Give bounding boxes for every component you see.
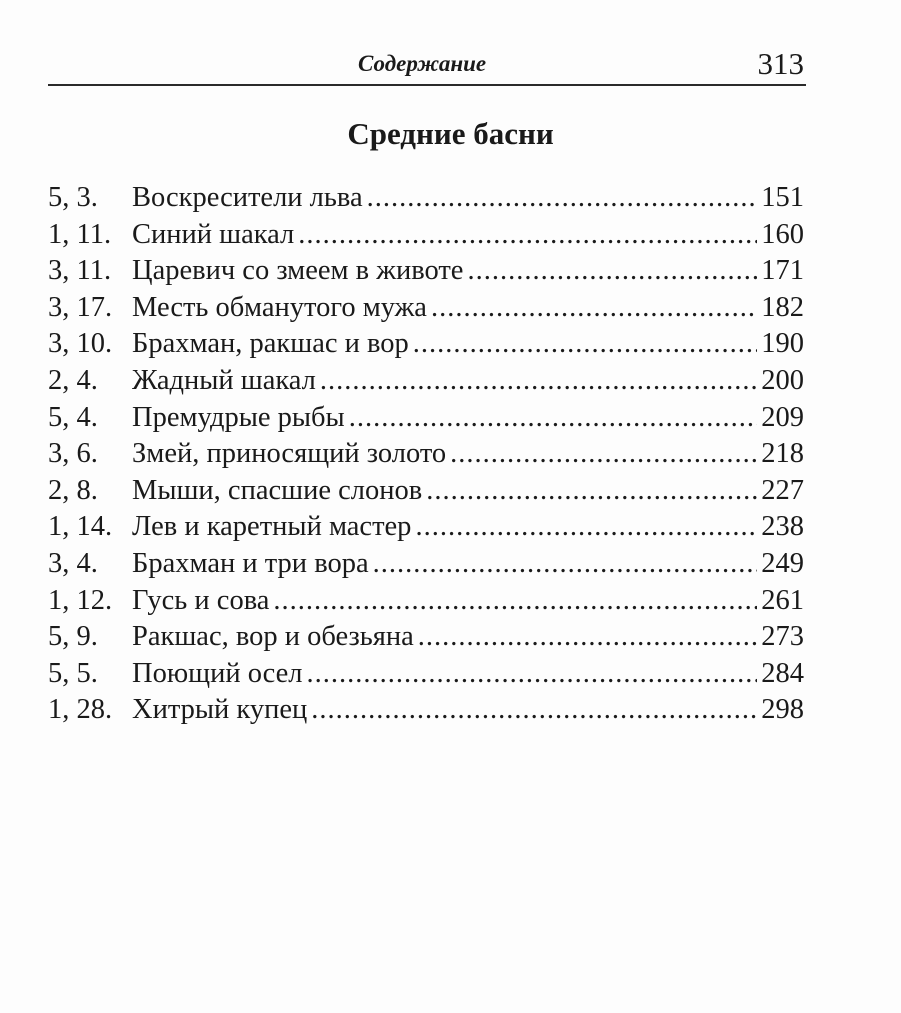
toc-entry-number: 5, 4. [48,401,98,433]
toc-entry [48,363,804,400]
toc-entry-title: Брахман и три вора [132,547,369,579]
toc-entry [48,180,804,217]
toc-entry [48,656,804,693]
toc-entry-page: 284 [761,657,804,689]
running-title: Содержание [358,51,487,76]
toc-entry-number: 1, 28. [48,694,113,726]
toc-entry-number: 3, 6. [48,438,98,470]
toc-entry [48,509,804,546]
toc-entry-title: Змей, приносящий золото [132,438,447,470]
toc-entry-page: 190 [761,328,804,360]
toc-dot-leader [450,436,757,472]
toc-entry [48,583,804,620]
toc-dot-leader [273,583,757,619]
toc-entry-number: 5, 3. [48,182,98,213]
toc-entry [48,326,804,363]
toc-dot-leader [320,363,757,399]
toc-entry-page: 200 [761,364,804,396]
toc-dot-leader [307,656,758,692]
toc-entry-page: 261 [761,584,804,616]
toc-entry-title: Ракшас, вор и обезьяна [132,621,414,653]
toc-entry-title: Месть обманутого мужа [132,291,427,323]
toc-entry-title: Воскресители льва [132,182,363,213]
toc-entry-page: 160 [761,218,804,250]
toc-entry-page: 151 [761,182,804,213]
toc-entry-title: Хитрый купец [132,694,308,726]
toc-entry-title: Жадный шакал [132,364,316,396]
toc-dot-leader [311,692,757,728]
toc-entry [48,253,804,290]
toc-dot-leader [418,619,758,655]
toc-entry [48,546,804,583]
toc-entry-number: 2, 8. [48,474,98,506]
toc-entry-number: 3, 4. [48,547,98,579]
toc-entry-page: 182 [761,291,804,323]
toc-entry [48,290,804,327]
toc-entry-page: 238 [761,511,804,543]
toc-entry [48,217,804,254]
toc-dot-leader [431,290,757,326]
toc-dot-leader [426,473,757,509]
toc-entry [48,473,804,510]
toc-entry-title: Лев и каретный мастер [132,511,412,543]
toc-entry-number: 1, 11. [48,218,112,250]
toc-entry-page: 218 [761,438,804,470]
toc-entry-page: 209 [761,401,804,433]
toc-entry-title: Гусь и сова [132,584,270,616]
toc-entry-page: 171 [761,255,804,287]
toc-entry-page: 298 [761,694,804,726]
toc-entry-number: 1, 14. [48,511,113,543]
toc-dot-leader [367,180,758,216]
toc-entry-number: 2, 4. [48,364,98,396]
toc-entry [48,692,804,729]
table-of-contents [48,180,804,729]
toc-entry-page: 249 [761,547,804,579]
toc-dot-leader [467,253,757,289]
toc-entry-title: Брахман, ракшас и вор [132,328,409,360]
toc-entry-number: 3, 11. [48,255,112,287]
toc-entry-title: Мыши, спасшие слонов [132,474,423,506]
toc-entry [48,400,804,437]
toc-entry-title: Поющий осел [132,657,303,689]
toc-entry-number: 1, 12. [48,584,113,616]
toc-entry-number: 3, 10. [48,328,113,360]
toc-entry-page: 227 [761,474,804,506]
toc-dot-leader [413,326,757,362]
toc-dot-leader [373,546,758,582]
toc-entry-title: Премудрые рыбы [132,401,345,433]
toc-entry-page: 273 [761,621,804,653]
toc-entry-title: Царевич со змеем в животе [132,255,464,287]
toc-entry-number: 5, 9. [48,621,98,653]
section-title: Средние басни [347,116,554,151]
toc-entry-number: 3, 17. [48,291,113,323]
page-number: 313 [757,46,804,81]
toc-entry-title: Синий шакал [132,218,295,250]
toc-dot-leader [349,400,758,436]
toc-entry-number: 5, 5. [48,657,98,689]
toc-dot-leader [415,509,757,545]
running-header [48,44,806,86]
toc-dot-leader [298,217,757,253]
toc-entry [48,436,804,473]
toc-entry [48,619,804,656]
